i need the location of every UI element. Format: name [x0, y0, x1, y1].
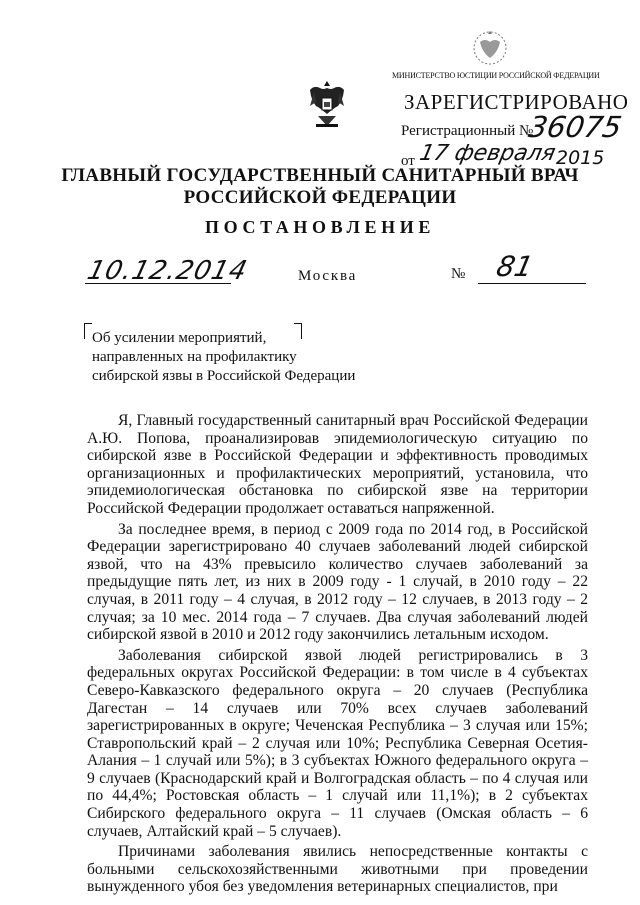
registration-stamp	[392, 28, 629, 173]
issuer-title-line2: РОССИЙСКОЙ ФЕДЕРАЦИИ	[183, 187, 457, 208]
stamp-ministry-text: МИНИСТЕРСТВО ЮСТИЦИИ РОССИЙСКОЙ ФЕДЕРАЦИИ	[392, 71, 600, 80]
stamp-registered-label: ЗАРЕГИСТРИРОВАНО	[404, 90, 629, 114]
subject-bracket-left	[84, 323, 92, 339]
document-type-heading: ПОСТАНОВЛЕНИЕ	[205, 217, 435, 237]
document-body	[87, 412, 588, 899]
subject-line2: направленных на профилактику	[92, 349, 297, 365]
stamp-date-value: 17 февраля	[417, 141, 558, 166]
coat-of-arms-emblem	[306, 78, 348, 134]
subject-bracket-right	[294, 323, 302, 339]
stamp-emblem-icon	[462, 28, 518, 68]
stamp-registration-number-value: 36075	[526, 110, 625, 144]
body-paragraph: За последнее время, в период с 2009 года по 2014 год, в Российской Федерации зарегистрировано 40 случаев заболеваний людей сибирской язвой, что на 43% превысило количество случаев заболеваний за предыдущие пять лет, из них в 2009 году - 1 случай, в 2010 году – 22 случая, в 2011 году – 4 случая, в 2012 году – 12 случаев, в 2013 году – 2 случая; за 10 мес. 2014 года – 7 случаев. Два случая заболеваний людей сибирской язвой в 2010 и 2012 году закончились летальным исходом.	[87, 520, 588, 644]
body-paragraph: Я, Главный государственный санитарный врач Российской Федерации А.Ю. Попова, проанализировав эпидемиологическую ситуацию по сибирской язве в Российской Федерации и эффективность проводимых организационных и профилактических мероприятий, установила, что эпидемиологическая обстановка по сибирской язве на территории Российской Федерации продолжает оставаться напряженной.	[87, 412, 588, 517]
stamp-date-label: от	[401, 153, 415, 169]
date-underline	[85, 283, 231, 284]
issue-city: Москва	[298, 268, 358, 284]
issuer-title-line1: ГЛАВНЫЙ ГОСУДАРСТВЕННЫЙ САНИТАРНЫЙ ВРАЧ	[61, 165, 579, 186]
subject-line1: Об усилении мероприятий,	[92, 330, 267, 346]
body-paragraph: Причинами заболевания явились непосредственные контакты с больными сельскохозяйственными животными при проведении вынужденного убоя без уведомления ветеринарных специалистов, при	[87, 843, 588, 896]
stamp-registration-number-label: Регистрационный №	[401, 123, 534, 139]
subject-line3: сибирской язвы в Российской Федерации	[92, 368, 356, 384]
issue-number-label: №	[451, 266, 466, 282]
issue-number: 81	[493, 250, 537, 283]
stamp-year-value: 2015	[556, 147, 605, 169]
number-underline	[478, 283, 586, 284]
body-paragraph: Заболевания сибирской язвой людей регистрировались в 3 федеральных округах Российской Федерации: в том числе в 4 субъектах Северо-Кавказского федерального округа – 20 случаев (Республика Дагестан – 14 случаев или 70% всех случаев заболеваний зарегистрированных в округе; Чеченская Республика – 3 случая или 15%; Ставропольский край – 2 случая или 10%; Республика Северная Осетия-Алания – 1 случай или 5%); в 3 субъектах Южного федерального округа – 9 случаев (Краснодарский край и Волгоградская область – по 4 случая или по 44,4%; Ростовская область – 1 случай или 11,1%); в 2 субъектах Сибирского федерального округа – 11 случаев (Омская область – 6 случаев, Алтайский край – 5 случаев).	[87, 646, 588, 840]
issue-date: 10.12.2014	[84, 256, 251, 286]
